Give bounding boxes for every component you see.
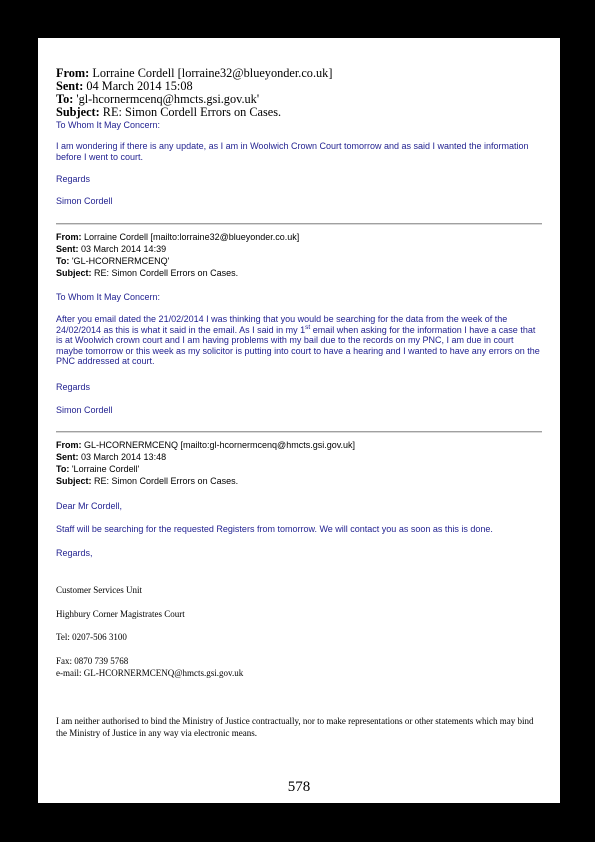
email1-from-value: Lorraine Cordell [lorraine32@blueyonder.co.uk] (92, 66, 333, 80)
email3-sent-value: 03 March 2014 13:48 (81, 452, 167, 462)
email3-to-value: 'Lorraine Cordell' (71, 464, 140, 474)
page-number: 578 (287, 779, 311, 795)
email1-from-line: From: Lorraine Cordell [lorraine32@blueyonder.co.uk] (56, 66, 333, 80)
email3-sig-email: e-mail: GL-HCORNERMCENQ@hmcts.gsi.gov.uk (56, 668, 244, 678)
email1-to-line: To: 'gl-hcornermcenq@hmcts.gsi.gov.uk' (56, 92, 260, 106)
email2-body: After you email dated the 21/02/2014 I was thinking that you would be searching for the data from the week of the 24/02/2014 as this is what it said in the email. As I said in my 1st email when asking for the information I have a case that is at Woolwich crown court and I am having problems with my bail due to the records on my PNC, I am due in court maybe tomorrow or this week as my solicitor is putting into court to have a hearing and I wanted to have any errors on the PNC addressed at court. (56, 314, 540, 366)
email1-body: I am wondering if there is any update, as I am in Woolwich Crown Court tomorrow and as said I wanted the information before I went to court. (56, 141, 529, 162)
email1-to-value: 'gl-hcornermcenq@hmcts.gsi.gov.uk' (76, 92, 260, 106)
email3-sig-court: Highbury Corner Magistrates Court (56, 609, 185, 619)
disclaimer: I am neither authorised to bind the Ministry of Justice contractually, nor to make representations or other statements which may bind the Ministry of Justice in any way via electronic means. (56, 716, 534, 738)
email3-closing: Regards, (56, 548, 93, 558)
email3-body: Staff will be searching for the requested Registers from tomorrow. We will contact you as soon as this is done. (56, 524, 493, 534)
email1-subject-value: RE: Simon Cordell Errors on Cases. (102, 105, 282, 119)
email1-sent-line: Sent: 04 March 2014 15:08 (56, 79, 193, 93)
email1-subject-line: Subject: RE: Simon Cordell Errors on Cases. (56, 105, 282, 119)
email3-to-line: To: 'Lorraine Cordell' (56, 464, 140, 474)
email1-sent-value: 04 March 2014 15:08 (86, 79, 193, 93)
email2-subject-line: Subject: RE: Simon Cordell Errors on Cases. (56, 268, 239, 278)
email3-sig-tel: Tel: 0207-506 3100 (56, 632, 127, 642)
email1-signature: Simon Cordell (56, 196, 113, 206)
separator-line (56, 431, 542, 433)
email2-sent-value: 03 March 2014 14:39 (81, 244, 167, 254)
email2-body-superscript: st (305, 323, 311, 331)
email2-signature: Simon Cordell (56, 405, 113, 415)
email2-closing: Regards (56, 382, 91, 392)
email3-subject-value: RE: Simon Cordell Errors on Cases. (94, 476, 239, 486)
email2-to-value: 'GL-HCORNERMCENQ' (71, 256, 170, 266)
email3-greeting: Dear Mr Cordell, (56, 501, 123, 511)
email1-greeting: To Whom It May Concern: (56, 120, 161, 130)
email2-from-line: From: Lorraine Cordell [mailto:lorraine32@blueyonder.co.uk] (56, 232, 300, 242)
email2-sent-line: Sent: 03 March 2014 14:39 (56, 244, 167, 254)
email2-to-line: To: 'GL-HCORNERMCENQ' (56, 256, 170, 266)
email3-from-line: From: GL-HCORNERMCENQ [mailto:gl-hcornermcenq@hmcts.gsi.gov.uk] (56, 440, 356, 450)
document-page (38, 38, 560, 803)
email3-sent-line: Sent: 03 March 2014 13:48 (56, 452, 167, 462)
email2-from-value: Lorraine Cordell [mailto:lorraine32@blueyonder.co.uk] (84, 232, 300, 242)
email3-subject-line: Subject: RE: Simon Cordell Errors on Cases. (56, 476, 239, 486)
email2-greeting: To Whom It May Concern: (56, 292, 161, 302)
email3-from-value: GL-HCORNERMCENQ [mailto:gl-hcornermcenq@hmcts.gsi.gov.uk] (84, 440, 356, 450)
email2-subject-value: RE: Simon Cordell Errors on Cases. (94, 268, 239, 278)
email3-sig-fax: Fax: 0870 739 5768 (56, 656, 129, 666)
email3-sig-unit: Customer Services Unit (56, 585, 142, 595)
email1-closing: Regards (56, 174, 91, 184)
separator-line (56, 223, 542, 225)
